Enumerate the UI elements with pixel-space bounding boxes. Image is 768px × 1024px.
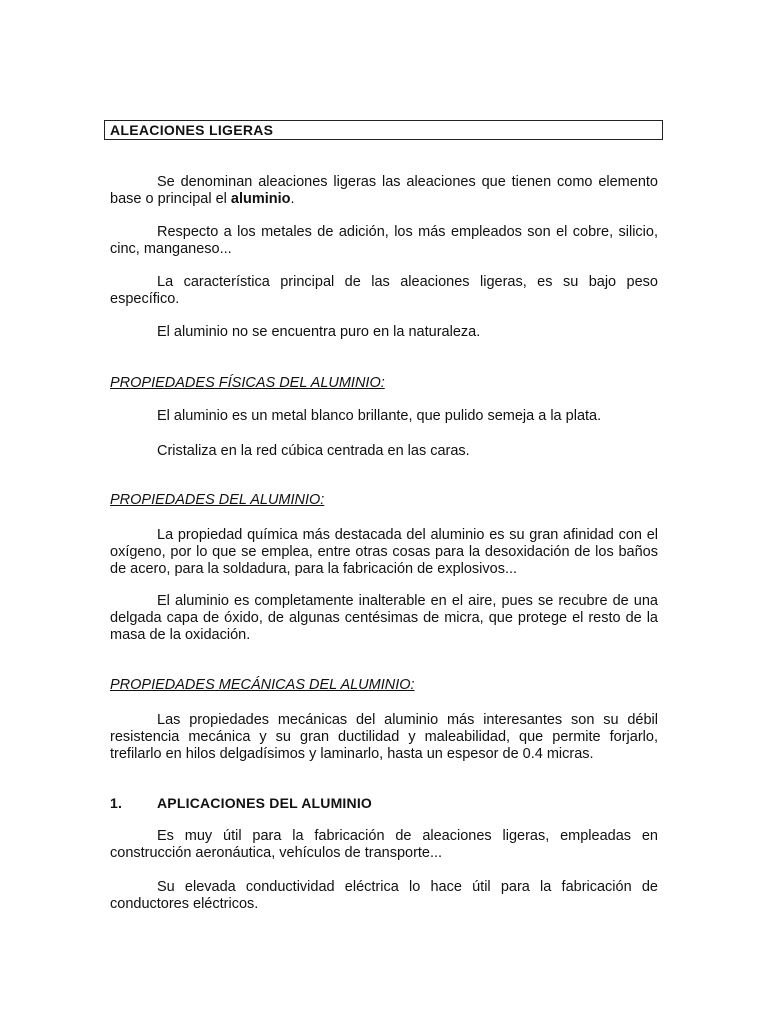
heading-number: 1.	[110, 795, 123, 811]
propiedades-paragraph-1: La propiedad química más destacada del aluminio es su gran afinidad con el oxígeno, por lo que se emplea, entre otras cosas para la desoxidación de los baños de acero, para la soldadura, para la fabricación de explosivos...	[110, 527, 658, 577]
numbered-heading-aplicaciones	[110, 795, 658, 812]
section-heading-fisicas: PROPIEDADES FÍSICAS DEL ALUMINIO:	[110, 375, 385, 391]
intro-text-after: .	[290, 191, 295, 207]
intro-paragraph-3: La característica principal de las aleaciones ligeras, es su bajo peso específico.	[110, 274, 658, 307]
intro-text-before: Se denominan aleaciones ligeras las aleaciones que tienen como elemento base o principal el	[110, 174, 658, 207]
fisicas-paragraph-2: Cristaliza en la red cúbica centrada en las caras.	[157, 443, 470, 459]
intro-paragraph-2: Respecto a los metales de adición, los más empleados son el cobre, silicio, cinc, manganeso...	[110, 224, 658, 257]
intro-paragraph-4: El aluminio no se encuentra puro en la naturaleza.	[157, 324, 481, 340]
mecanicas-paragraph-1: Las propiedades mecánicas del aluminio más interesantes son su débil resistencia mecánica y su gran ductilidad y maleabilidad, que permite forjarlo, trefilarlo en hilos delgadísimos y laminarlo, hasta un espesor de 0.4 micras.	[110, 712, 658, 762]
propiedades-paragraph-2: El aluminio es completamente inalterable en el aire, pues se recubre de una delgada capa de óxido, de algunas centésimas de micra, que protege el resto de la masa de la oxidación.	[110, 593, 658, 643]
aplicaciones-paragraph-1: Es muy útil para la fabricación de aleaciones ligeras, empleadas en construcción aeronáutica, vehículos de transporte...	[110, 828, 658, 861]
bold-term: aluminio	[230, 191, 291, 207]
section-heading-mecanicas: PROPIEDADES MECÁNICAS DEL ALUMINIO:	[110, 677, 415, 693]
fisicas-paragraph-1: El aluminio es un metal blanco brillante, que pulido semeja a la plata.	[157, 408, 602, 424]
section-heading-propiedades: PROPIEDADES DEL ALUMINIO:	[110, 492, 325, 508]
heading-text: APLICACIONES DEL ALUMINIO	[157, 795, 373, 811]
intro-paragraph-1	[110, 174, 658, 208]
aplicaciones-paragraph-2: Su elevada conductividad eléctrica lo hace útil para la fabricación de conductores eléctricos.	[110, 879, 658, 912]
document-title: ALEACIONES LIGERAS	[104, 120, 663, 140]
